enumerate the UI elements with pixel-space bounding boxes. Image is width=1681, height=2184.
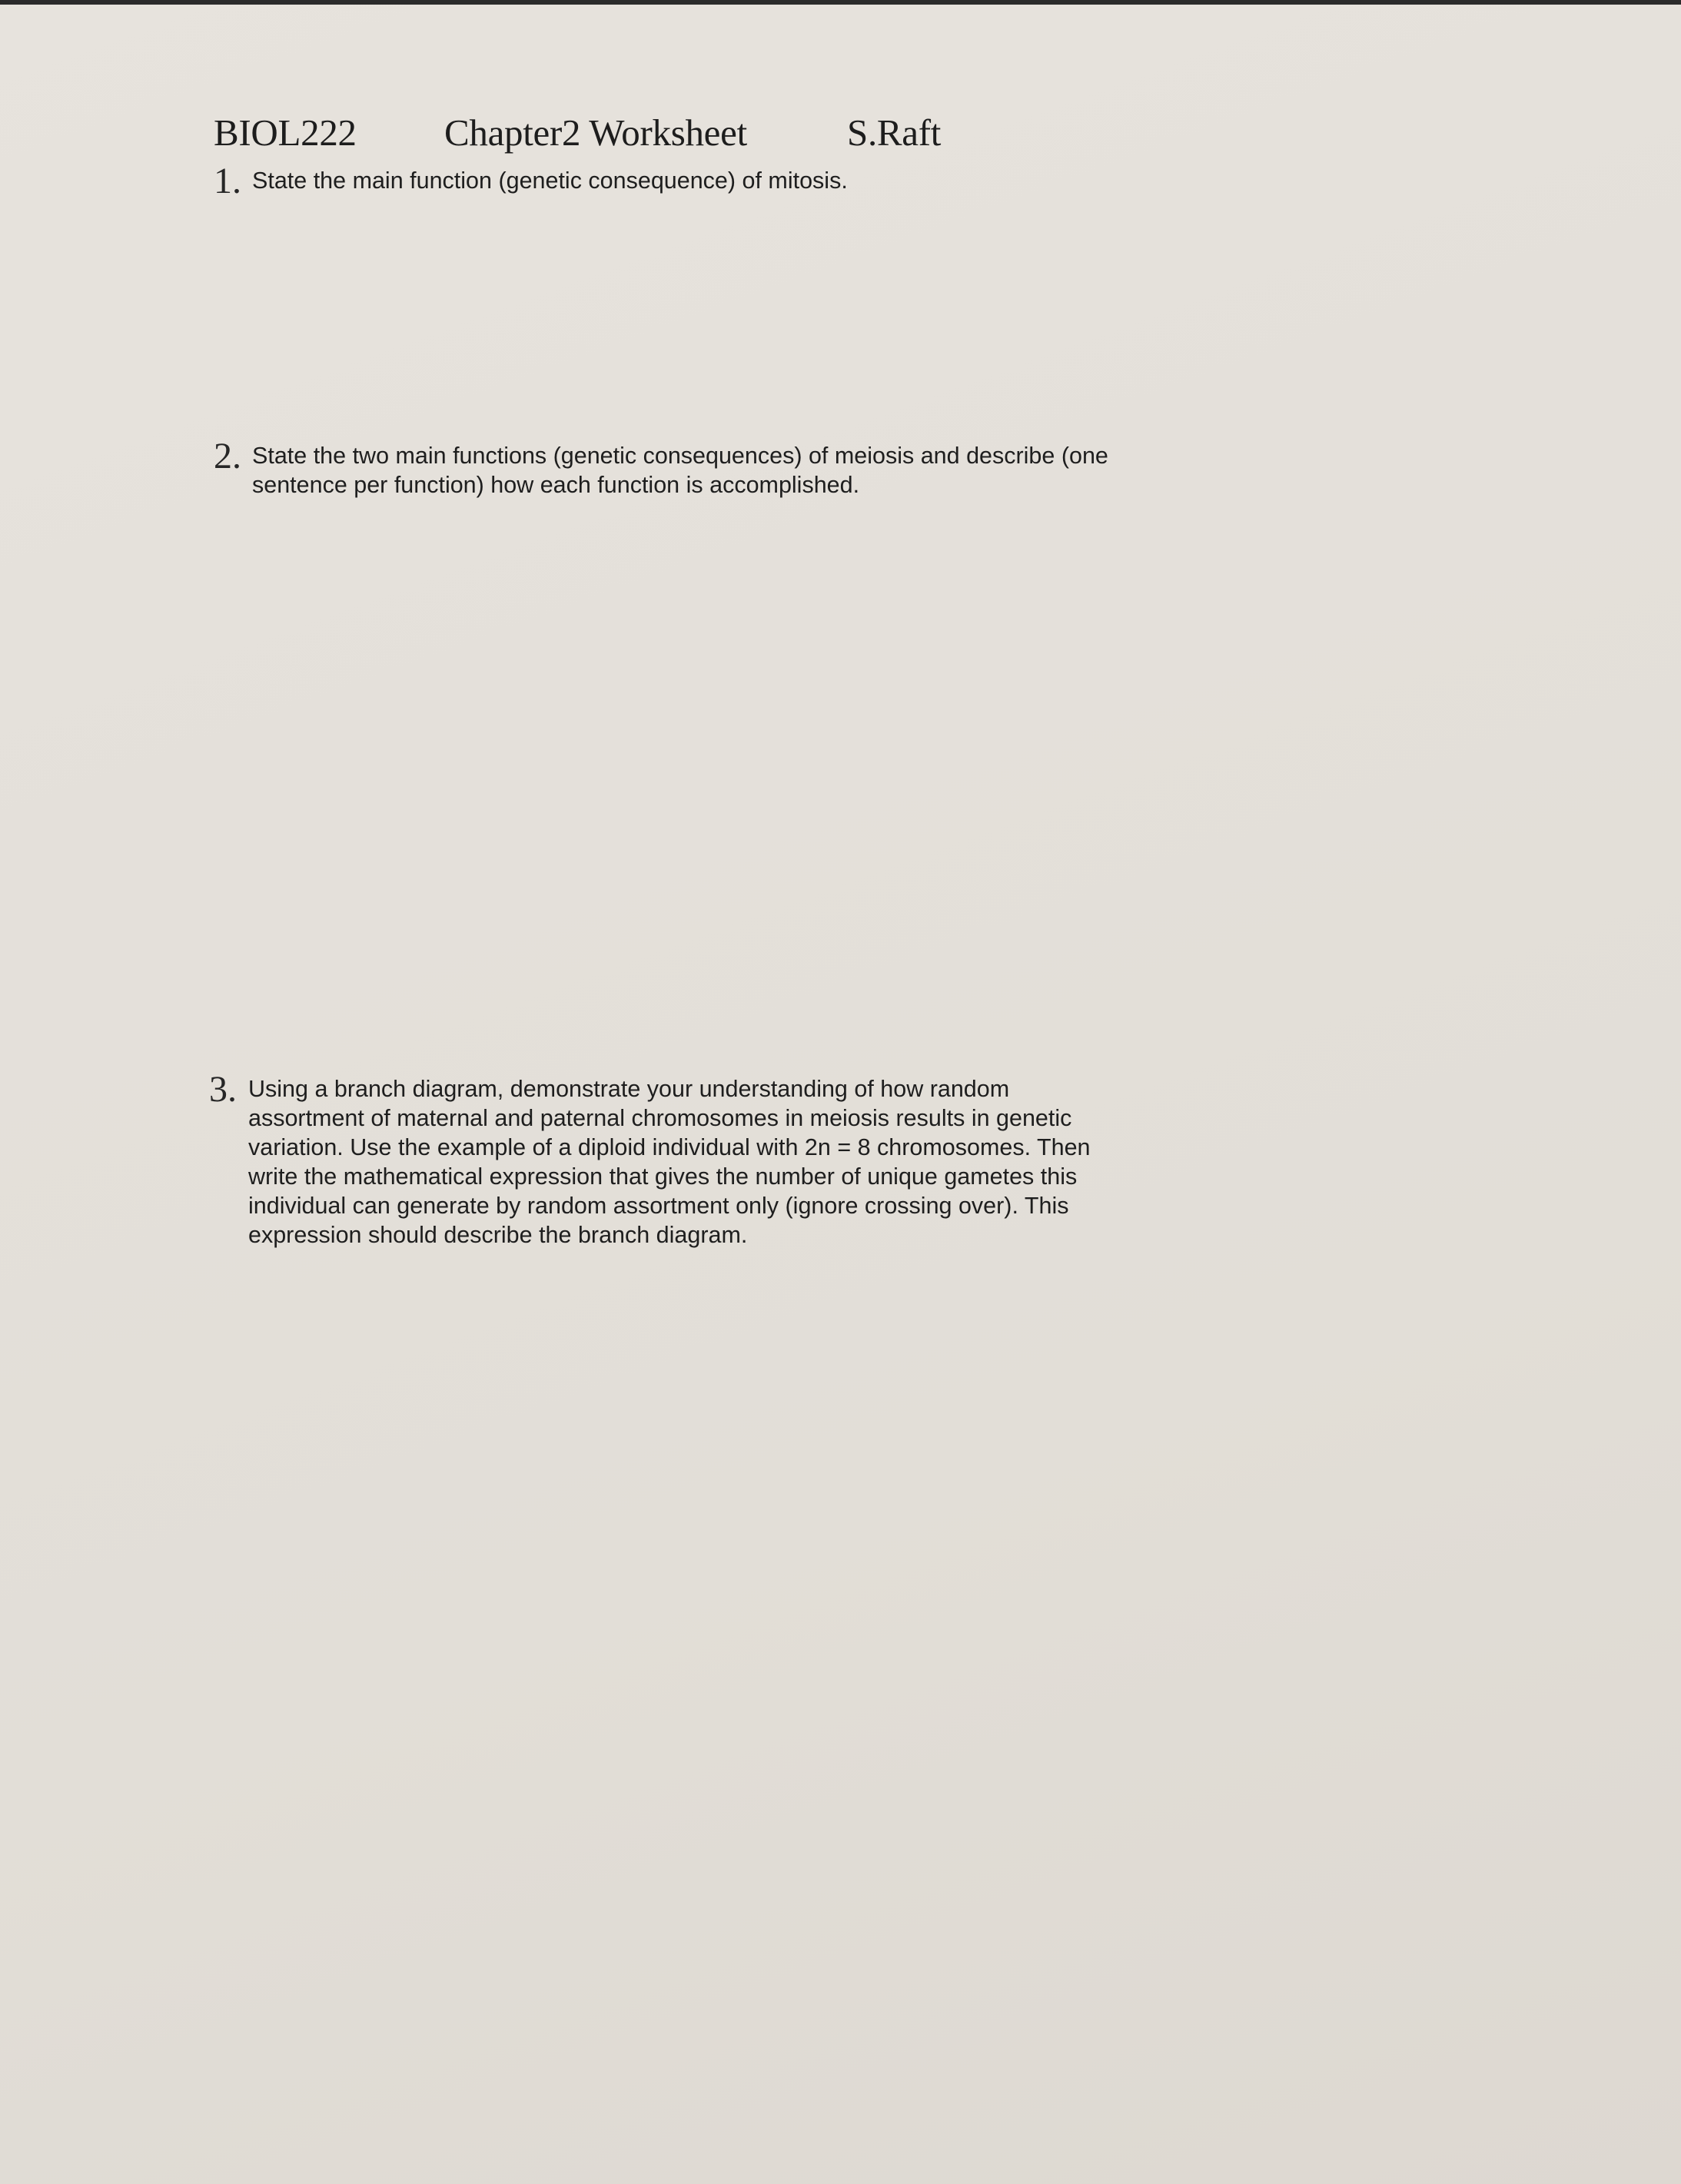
question-text bbox=[248, 1074, 1091, 1250]
question-line: Using a branch diagram, demonstrate your understanding of how random bbox=[248, 1076, 1010, 1102]
question-number: 1. bbox=[214, 161, 241, 201]
question-line: expression should describe the branch diagram. bbox=[248, 1222, 748, 1248]
question-line: State the two main functions (genetic consequences) of meiosis and describe (one bbox=[252, 443, 1108, 469]
question-line: sentence per function) how each function is accomplished. bbox=[252, 472, 860, 498]
question-text bbox=[252, 441, 1108, 500]
question-line: write the mathematical expression that gives the number of unique gametes this bbox=[248, 1163, 1078, 1190]
question-number: 3. bbox=[209, 1069, 237, 1110]
course-code: BIOL222 bbox=[214, 111, 357, 154]
worksheet-header bbox=[214, 111, 1213, 164]
question-line: assortment of maternal and paternal chromosomes in meiosis results in genetic bbox=[248, 1105, 1072, 1131]
question-text bbox=[252, 166, 848, 195]
question-line: individual can generate by random assortment only (ignore crossing over). This bbox=[248, 1193, 1069, 1219]
question-number: 2. bbox=[214, 436, 241, 476]
worksheet-title: Chapter2 Worksheet bbox=[444, 111, 747, 154]
author-name: S.Raft bbox=[847, 111, 942, 154]
worksheet-page bbox=[0, 5, 1681, 2184]
question-line: variation. Use the example of a diploid individual with 2n = 8 chromosomes. Then bbox=[248, 1134, 1091, 1160]
question-line: State the main function (genetic consequence) of mitosis. bbox=[252, 168, 848, 194]
